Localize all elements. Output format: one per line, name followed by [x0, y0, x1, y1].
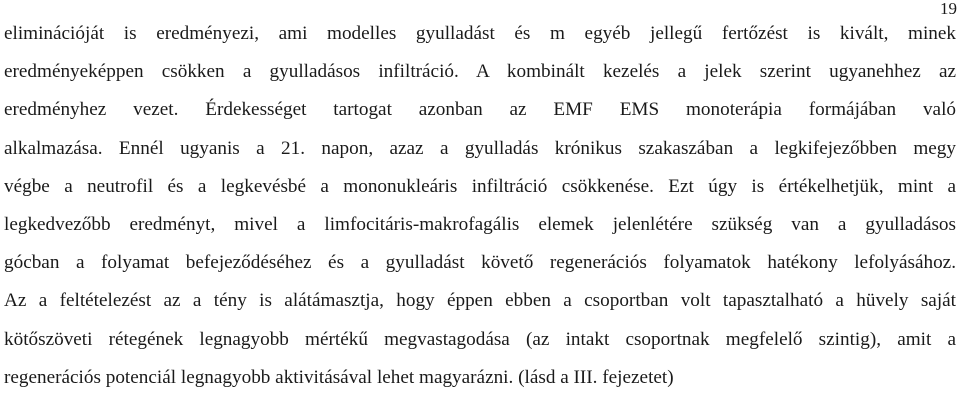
text-line: eliminációját is eredményezi, ami modelles gyulladást és m egyéb jellegű fertőzést is kivált, minek [4, 23, 956, 44]
text-line: alkalmazása. Ennél ugyanis a 21. napon, azaz a gyulladás krónikus szakaszában a legkifejezőbben megy [4, 137, 956, 159]
text-line: eredményhez vezet. Érdekességet tartogat azonban az EMF EMS monoterápia formájában való [4, 99, 956, 121]
text-line: eredményeképpen csökken a gyulladásos infiltráció. A kombinált kezelés a jelek szerint ugyanehhez az [4, 61, 956, 83]
text-line: végbe a neutrofil és a legkevésbé a mononukleáris infiltráció csökkenése. Ezt úgy is értékelhetjük, mint a [4, 175, 956, 197]
text-line: regenerációs potenciál legnagyobb aktivitásával lehet magyarázni. (lásd a III. fejezetet) [4, 366, 674, 388]
text-line: kötőszöveti rétegének legnagyobb mértékű megvastagodása (az intakt csoportnak megfelelő szintig), amit a [4, 328, 956, 350]
text-line: gócban a folyamat befejeződéséhez és a gyulladást követő regenerációs folyamatok hatékony lefolyásához. [4, 252, 956, 274]
body-paragraph [4, 21, 956, 403]
text-line: Az a feltételezést az a tény is alátámasztja, hogy éppen ebben a csoportban volt tapasztalható a hüvely saját [4, 290, 956, 312]
page-number: 19 [940, 0, 957, 18]
text-line: legkedvezőbb eredményt, mivel a limfocitáris-makrofagális elemek jelenlétére szükség van a gyulladásos [4, 213, 956, 235]
